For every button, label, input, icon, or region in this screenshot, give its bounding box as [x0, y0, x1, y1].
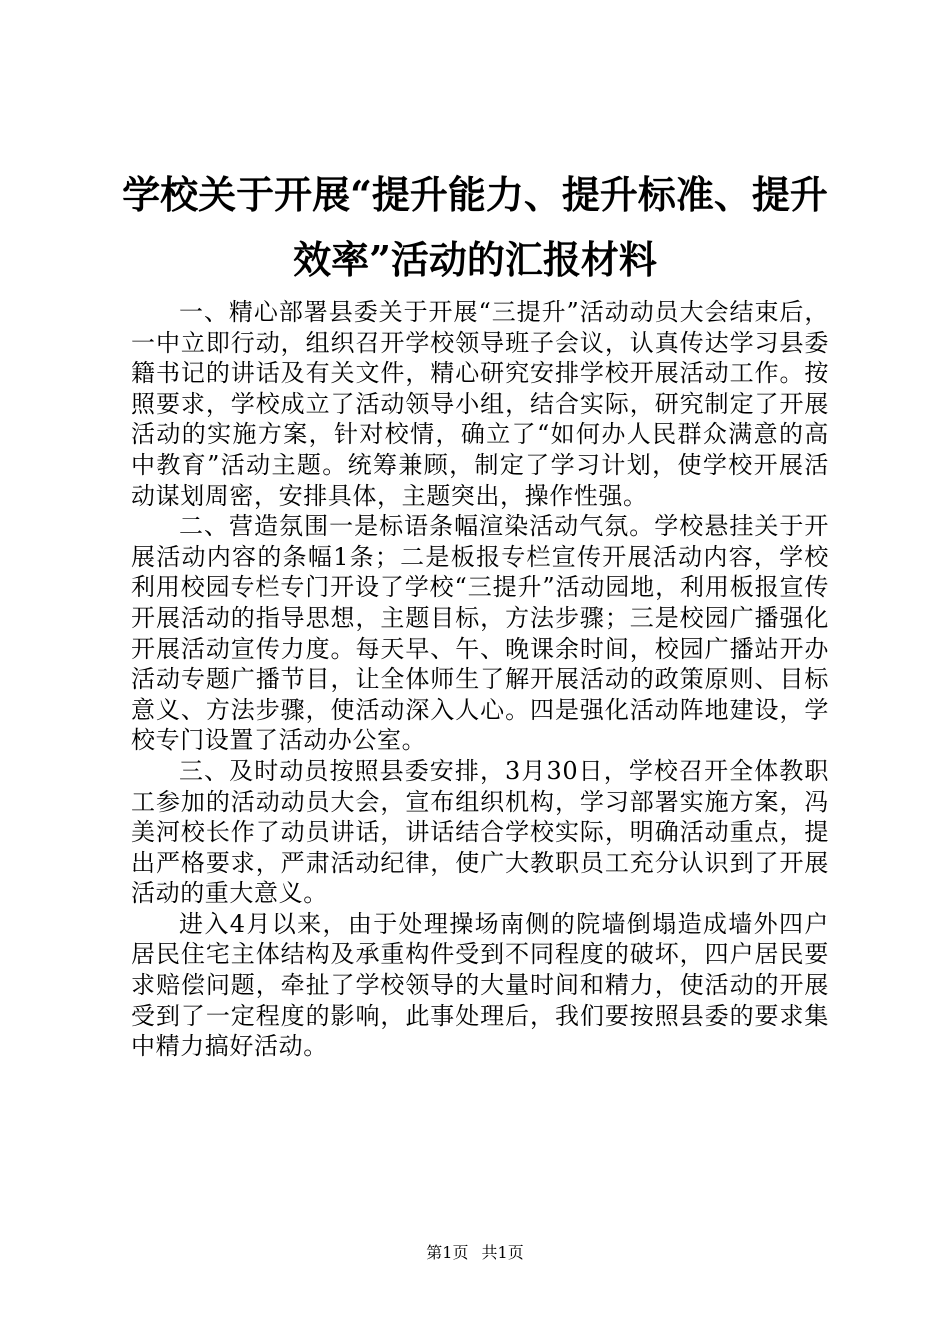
paragraph: 一、精心部署县委关于开展“三提升”活动动员大会结束后，一中立即行动，组织召开学校领导班子会议，认真传达学习县委籍书记的讲话及有关文件，精心研究安排学校开展活动工作。按照要求，学校成立了活动领导小组，结合实际，研究制定了开展活动的实施方案，针对校情，确立了“如何办人民群众满意的高中教育”活动主题。统筹兼顾，制定了学习计划，使学校开展活动谋划周密，安排具体，主题突出，操作性强。 — [131, 298, 829, 510]
document-body — [131, 297, 829, 1062]
document-title: 学校关于开展“提升能力、提升标准、提升效率”活动的汇报材料 — [122, 172, 828, 282]
paragraph: 二、营造氛围一是标语条幅渲染活动气氛。学校悬挂关于开展活动内容的条幅1条；二是板报专栏宣传开展活动内容，学校利用校园专栏专门开设了学校“三提升”活动园地，利用板报宣传开展活动的指导思想，主题目标，方法步骤；三是校园广播强化开展活动宣传力度。每天早、午、晚课余时间，校园广播站开办活动专题广播节目，让全体师生了解开展活动的政策原则、目标意义、方法步骤，使活动深入人心。四是强化活动阵地建设，学校专门设置了活动办公室。 — [131, 512, 829, 755]
paragraph: 三、及时动员按照县委安排，3月30日，学校召开全体教职工参加的活动动员大会，宣布组织机构，学习部署实施方案，冯美河校长作了动员讲话，讲话结合学校实际，明确活动重点，提出严格要求，严肃活动纪律，使广大教职员工充分认识到了开展活动的重大意义。 — [131, 756, 829, 908]
page-number: 第1页 — [426, 1243, 469, 1262]
page-footer — [0, 1243, 950, 1263]
paragraph: 进入4月以来，由于处理操场南侧的院墙倒塌造成墙外四户居民住宅主体结构及承重构件受到不同程度的破坏，四户居民要求赔偿问题，牵扯了学校领导的大量时间和精力，使活动的开展受到了一定程度的影响，此事处理后，我们要按照县委的要求集中精力搞好活动。 — [131, 909, 829, 1061]
page-total: 共1页 — [481, 1243, 524, 1262]
